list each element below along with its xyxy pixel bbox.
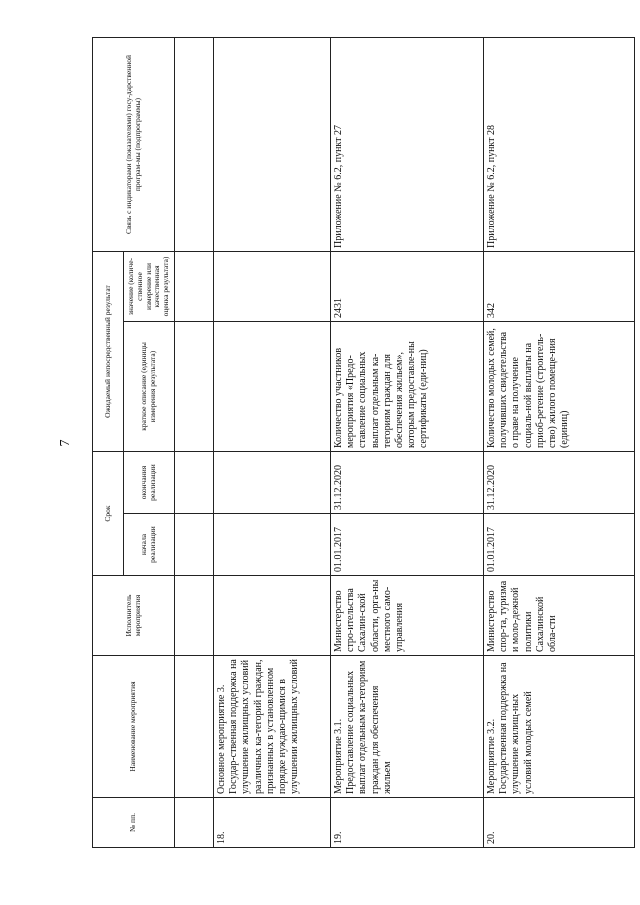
row-no: 18. — [214, 798, 331, 848]
row-no: 19. — [331, 798, 484, 848]
row-start: 01.01.2017 — [484, 514, 635, 576]
row-start — [214, 514, 331, 576]
row-value: 2431 — [331, 252, 484, 322]
row-link: Приложение № 6.2, пункт 27 — [331, 38, 484, 252]
table-row — [331, 38, 484, 848]
header-result: Ожидаемый непосредственный результат — [93, 252, 124, 452]
row-executor: Министерство стро-ительства Сахалин-ской области, орга-ны местного само-управления — [331, 576, 484, 656]
header-link: Связь с индикаторами (показателями) госу-дарственной програм-мы (подпрограммы) — [93, 38, 175, 252]
row-value: 342 — [484, 252, 635, 322]
row-desc: Количество участников мероприятия «Предо-ставление социальных выплат отдельным ка-тегориям граждан для обеспечения жильем», которым предоставле-ны сертификаты (еди-ниц) — [331, 322, 484, 452]
row-executor — [214, 576, 331, 656]
row-name: Мероприятие 3.1. Предоставление социальных выплат отдельным ка-тегориям граждан для обеспечения жильем — [331, 656, 484, 798]
header-no: № пп. — [93, 798, 175, 848]
header-term: Срок — [93, 452, 124, 576]
header-row-1 — [93, 38, 124, 848]
row-end: 31.12.2020 — [484, 452, 635, 514]
header-term-end: окончания реализации — [124, 452, 175, 514]
row-no: 20. — [484, 798, 635, 848]
table-row — [214, 38, 331, 848]
page-number: 7 — [58, 439, 73, 447]
header-term-start: начала реализации — [124, 514, 175, 576]
row-name: Мероприятие 3.2. Государственная поддержка на улучшение жилищ-ных условий молодых семей — [484, 656, 635, 798]
row-value — [214, 252, 331, 322]
header-executor: Исполнитель мероприятия — [93, 576, 175, 656]
header-result-value: значение (количе-ственное измерение или качественная оценка результата) — [124, 252, 175, 322]
row-start: 01.01.2017 — [331, 514, 484, 576]
blank-row — [175, 38, 214, 848]
row-executor: Министерство спор-та, туризма и моло-дежной политики Сахалинской обла-сти — [484, 576, 635, 656]
table-row — [484, 38, 635, 848]
rotated-content — [58, 38, 588, 848]
row-end: 31.12.2020 — [331, 452, 484, 514]
header-result-desc: краткое описание (единицы измерения результата) — [124, 322, 175, 452]
row-link — [214, 38, 331, 252]
header-name: Наименование мероприятия — [93, 656, 175, 798]
row-end — [214, 452, 331, 514]
row-link: Приложение № 6.2, пункт 28 — [484, 38, 635, 252]
row-name: Основное мероприятие 3. Государ-ственная поддержка на улучшение жилищных условий различных ка-тегорий граждан, признанных в установленном порядке нуждаю-щимися в улучшении жилищных условий — [214, 656, 331, 798]
row-desc — [214, 322, 331, 452]
row-desc: Количество молодых семей, получивших свидетельства о праве на получение социаль-ной выплаты на приоб-ретение (строитель-ство) жилого помеще-ния (единиц) — [484, 322, 635, 452]
measures-table — [92, 37, 635, 848]
